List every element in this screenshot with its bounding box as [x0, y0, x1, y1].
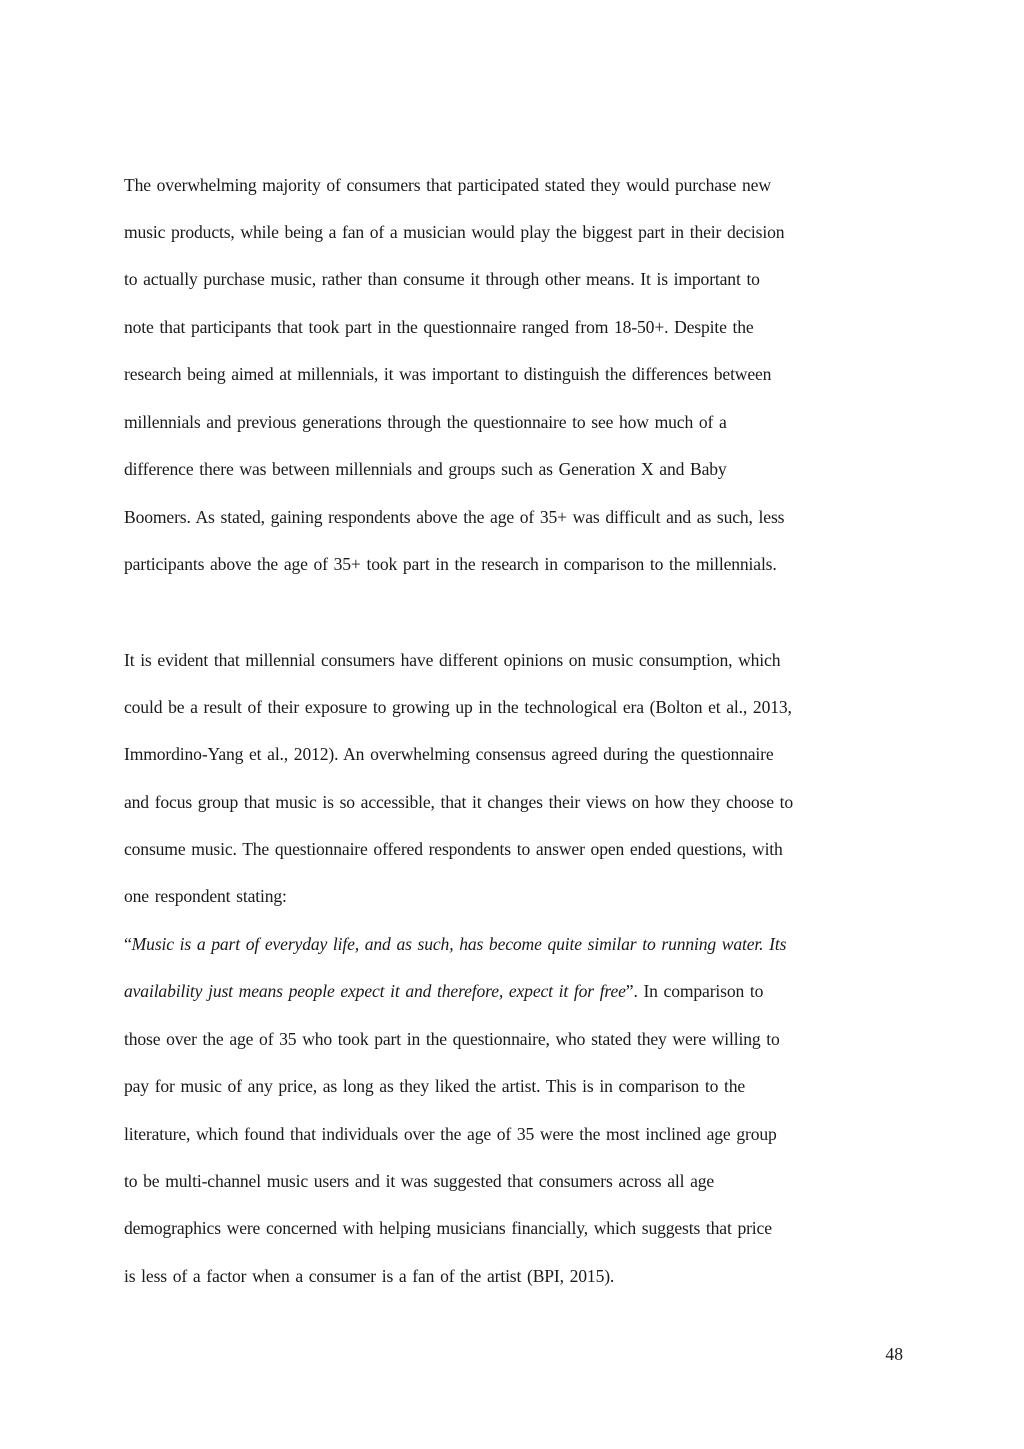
text-line: literature, which found that individuals over the age of 35 were the most inclined age group [124, 1124, 777, 1144]
text-line: those over the age of 35 who took part in the questionnaire, who stated they were willing to [124, 1029, 780, 1049]
text-line: could be a result of their exposure to growing up in the technological era (Bolton et al., 2013, [124, 697, 792, 717]
text-line: to actually purchase music, rather than consume it through other means. It is important to [124, 269, 760, 289]
text-line: millennials and previous generations through the questionnaire to see how much of a [124, 412, 727, 432]
text-line: one respondent stating: [124, 886, 287, 906]
quote-open-mark: “ [124, 934, 132, 954]
text-line: research being aimed at millennials, it was important to distinguish the differences between [124, 364, 772, 384]
text-line: note that participants that took part in the questionnaire ranged from 18-50+. Despite the [124, 317, 754, 337]
text-line: Boomers. As stated, gaining respondents above the age of 35+ was difficult and as such, less [124, 507, 785, 527]
text-line: Immordino-Yang et al., 2012). An overwhelming consensus agreed during the questionnaire [124, 744, 774, 764]
text-line: The overwhelming majority of consumers that participated stated they would purchase new [124, 175, 771, 195]
text-line: It is evident that millennial consumers have different opinions on music consumption, which [124, 650, 781, 670]
text-line: is less of a factor when a consumer is a fan of the artist (BPI, 2015). [124, 1266, 615, 1286]
text-line: to be multi-channel music users and it was suggested that consumers across all age [124, 1171, 715, 1191]
text-line: consume music. The questionnaire offered respondents to answer open ended questions, with [124, 839, 783, 859]
page-number: 48 [885, 1344, 903, 1364]
text-line: participants above the age of 35+ took part in the research in comparison to the millennials. [124, 554, 777, 574]
quote-text: availability just means people expect it and therefore, expect it for free [124, 981, 626, 1001]
quote-text: Music is a part of everyday life, and as such, has become quite similar to running water. Its [131, 934, 787, 954]
text-line: demographics were concerned with helping musicians financially, which suggests that price [124, 1218, 772, 1238]
quote-line [124, 933, 914, 955]
text-line: and focus group that music is so accessible, that it changes their views on how they choose to [124, 792, 794, 812]
text-line: pay for music of any price, as long as they liked the artist. This is in comparison to the [124, 1076, 746, 1096]
quote-close-text: ”. In comparison to [625, 981, 764, 1001]
text-line: music products, while being a fan of a musician would play the biggest part in their decision [124, 222, 785, 242]
quote-line [124, 980, 914, 1002]
text-line: difference there was between millennials and groups such as Generation X and Baby [124, 459, 727, 479]
